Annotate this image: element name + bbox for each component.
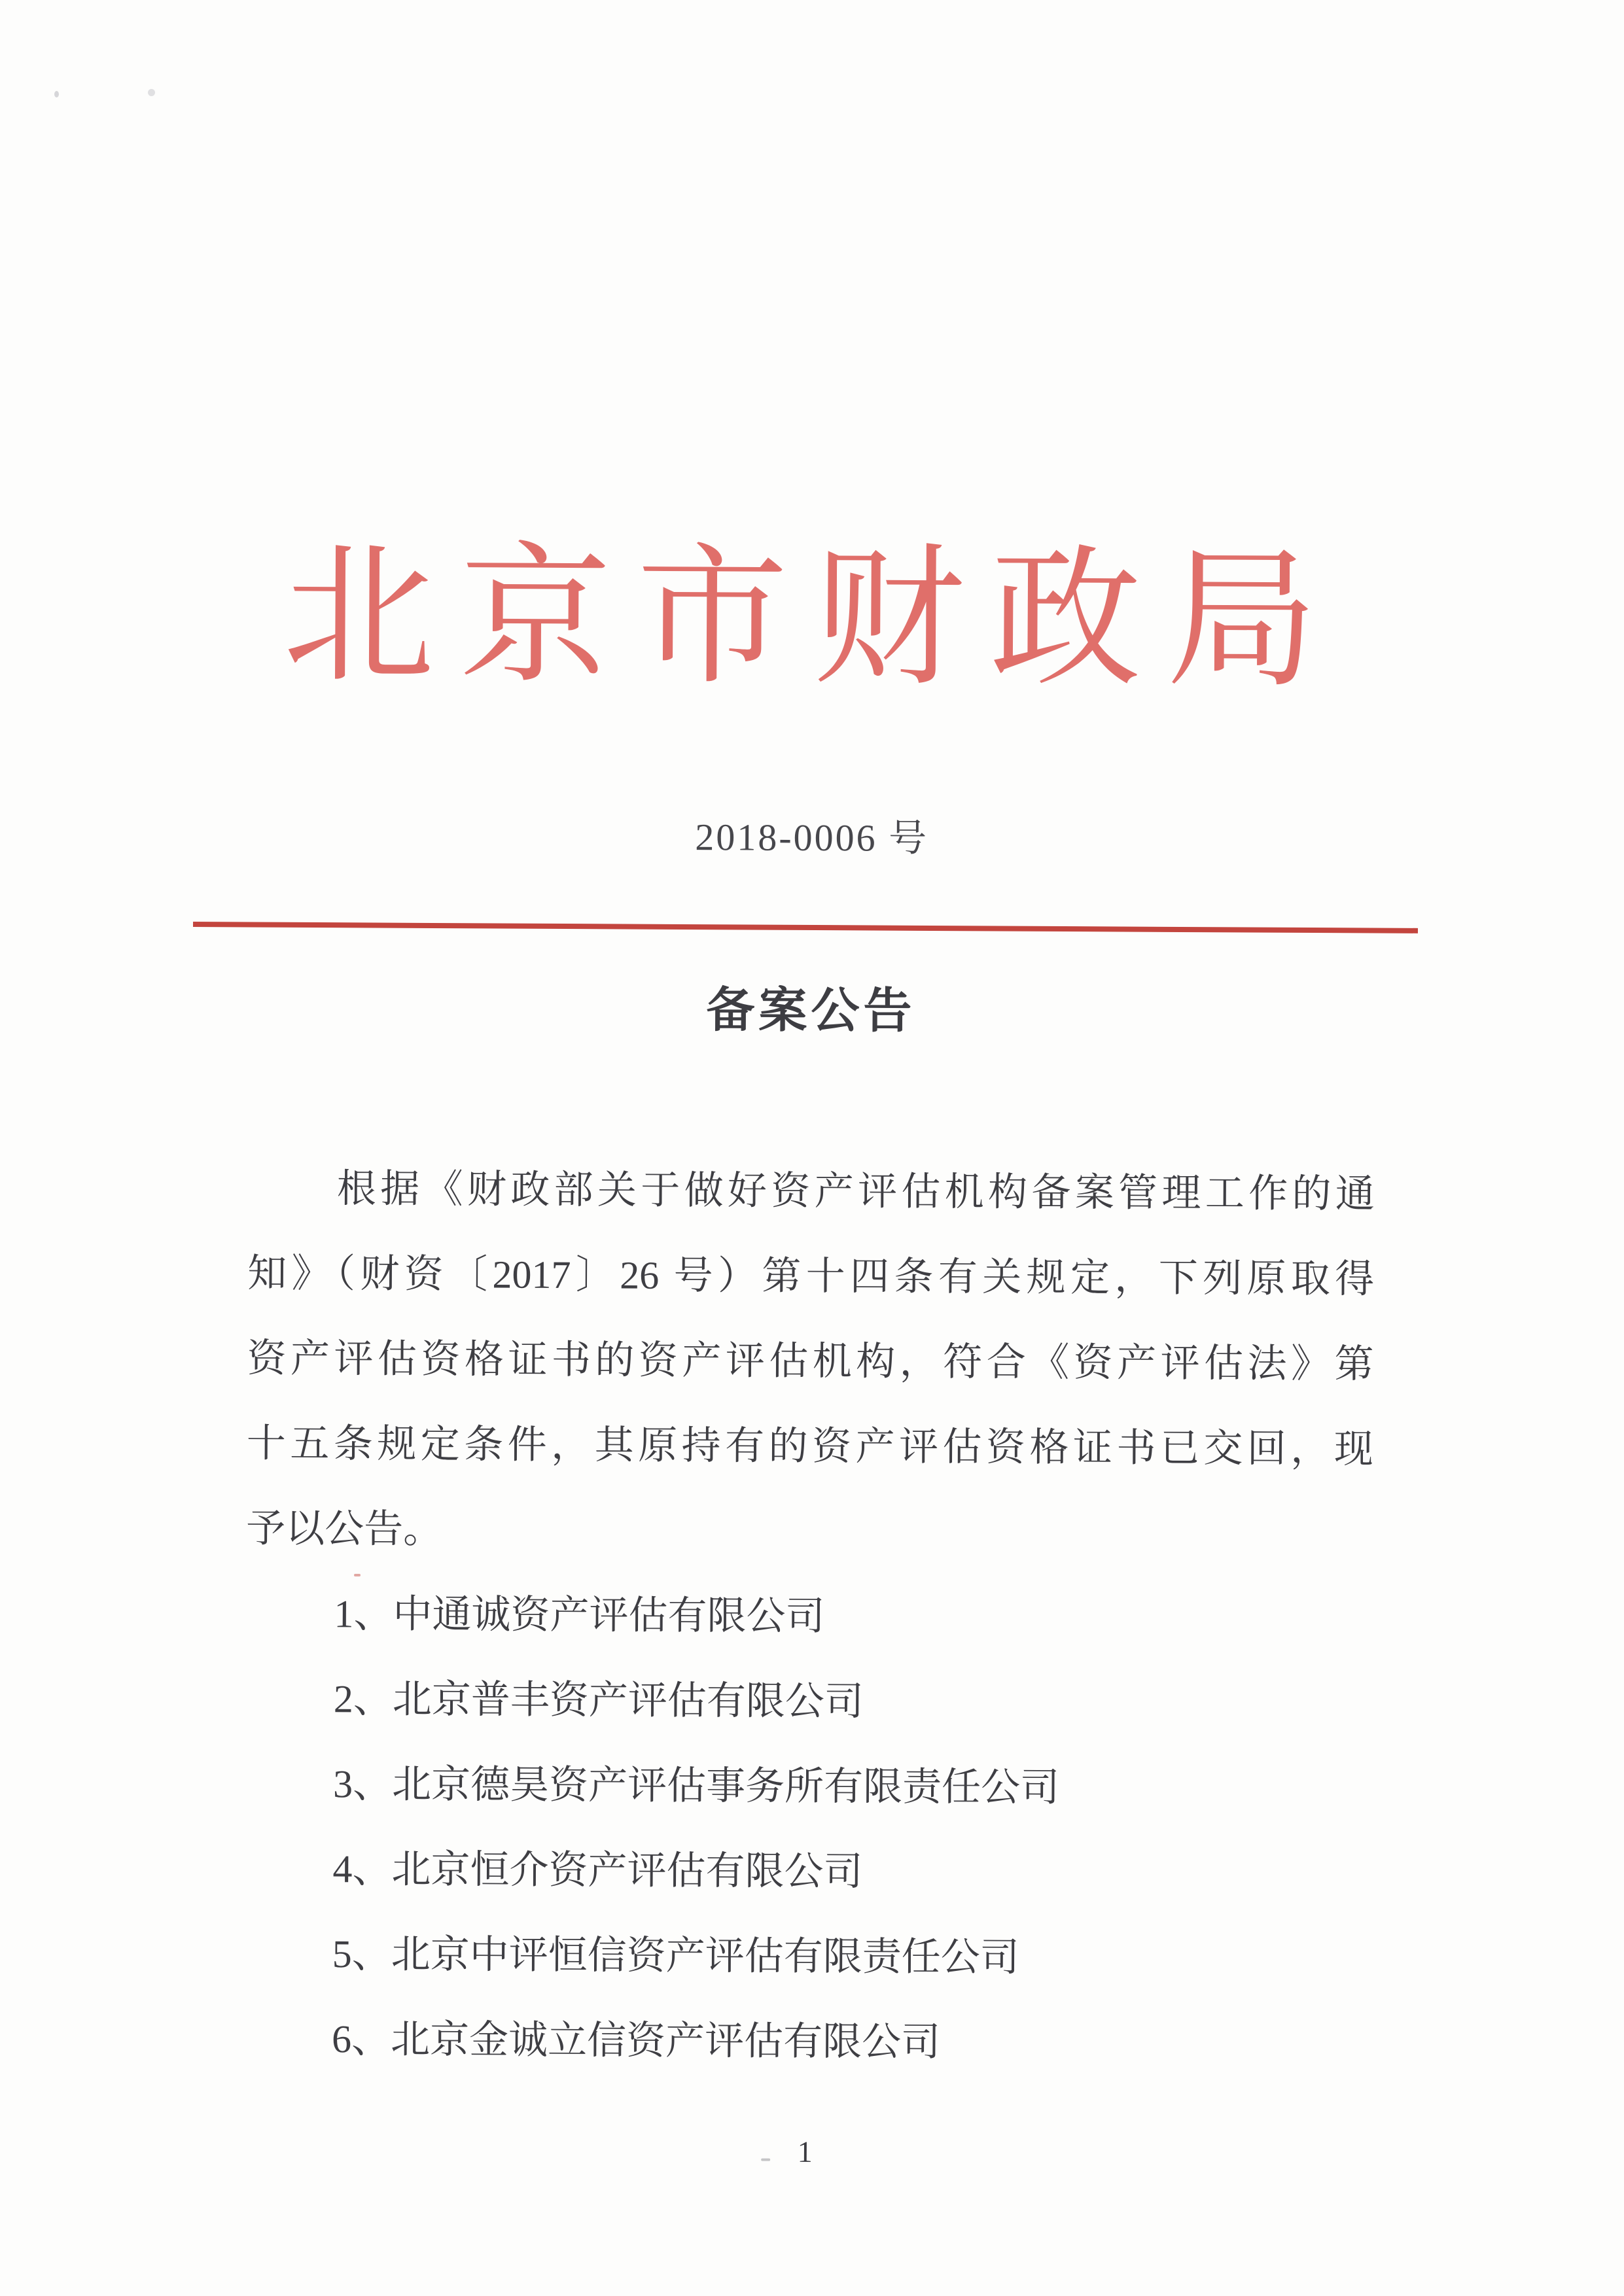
list-item: 3、北京德昊资产评估事务所有限责任公司 xyxy=(332,1762,1060,1809)
paragraph-line: 予以公告。 xyxy=(246,1506,443,1552)
list-item: 4、北京恒介资产评估有限公司 xyxy=(332,1847,863,1894)
scan-speckle xyxy=(54,91,59,97)
paragraph-line: 十五条规定条件，其原持有的资产评估资格证书已交回，现 xyxy=(246,1421,1374,1471)
doc-number: 2018-0006 号 xyxy=(695,816,929,860)
paragraph-line: 资产评估资格证书的资产评估机构，符合《资产评估法》第 xyxy=(247,1336,1374,1386)
list-item: 1、中通诚资产评估有限公司 xyxy=(334,1592,825,1639)
scan-speckle xyxy=(148,89,155,96)
agency-title: 北京市财政局 xyxy=(282,532,1344,706)
list-item: 2、北京普丰资产评估有限公司 xyxy=(333,1677,864,1724)
doc-heading: 备案公告 xyxy=(706,984,916,1039)
paragraph-line: 知》（财资〔2017〕26 号）第十四条有关规定，下列原取得 xyxy=(247,1251,1375,1301)
paragraph-line: 根据《财政部关于做好资产评估机构备案管理工作的通 xyxy=(336,1167,1375,1216)
scan-speckle xyxy=(354,1574,361,1576)
page-number: 1 xyxy=(797,2134,813,2169)
scan-artifact-dash xyxy=(761,2159,770,2161)
list-item: 5、北京中评恒信资产评估有限责任公司 xyxy=(332,1932,1019,1979)
red-divider-line xyxy=(193,922,1418,933)
list-item: 6、北京金诚立信资产评估有限公司 xyxy=(331,2017,941,2064)
body-paragraph xyxy=(243,1145,1375,2087)
